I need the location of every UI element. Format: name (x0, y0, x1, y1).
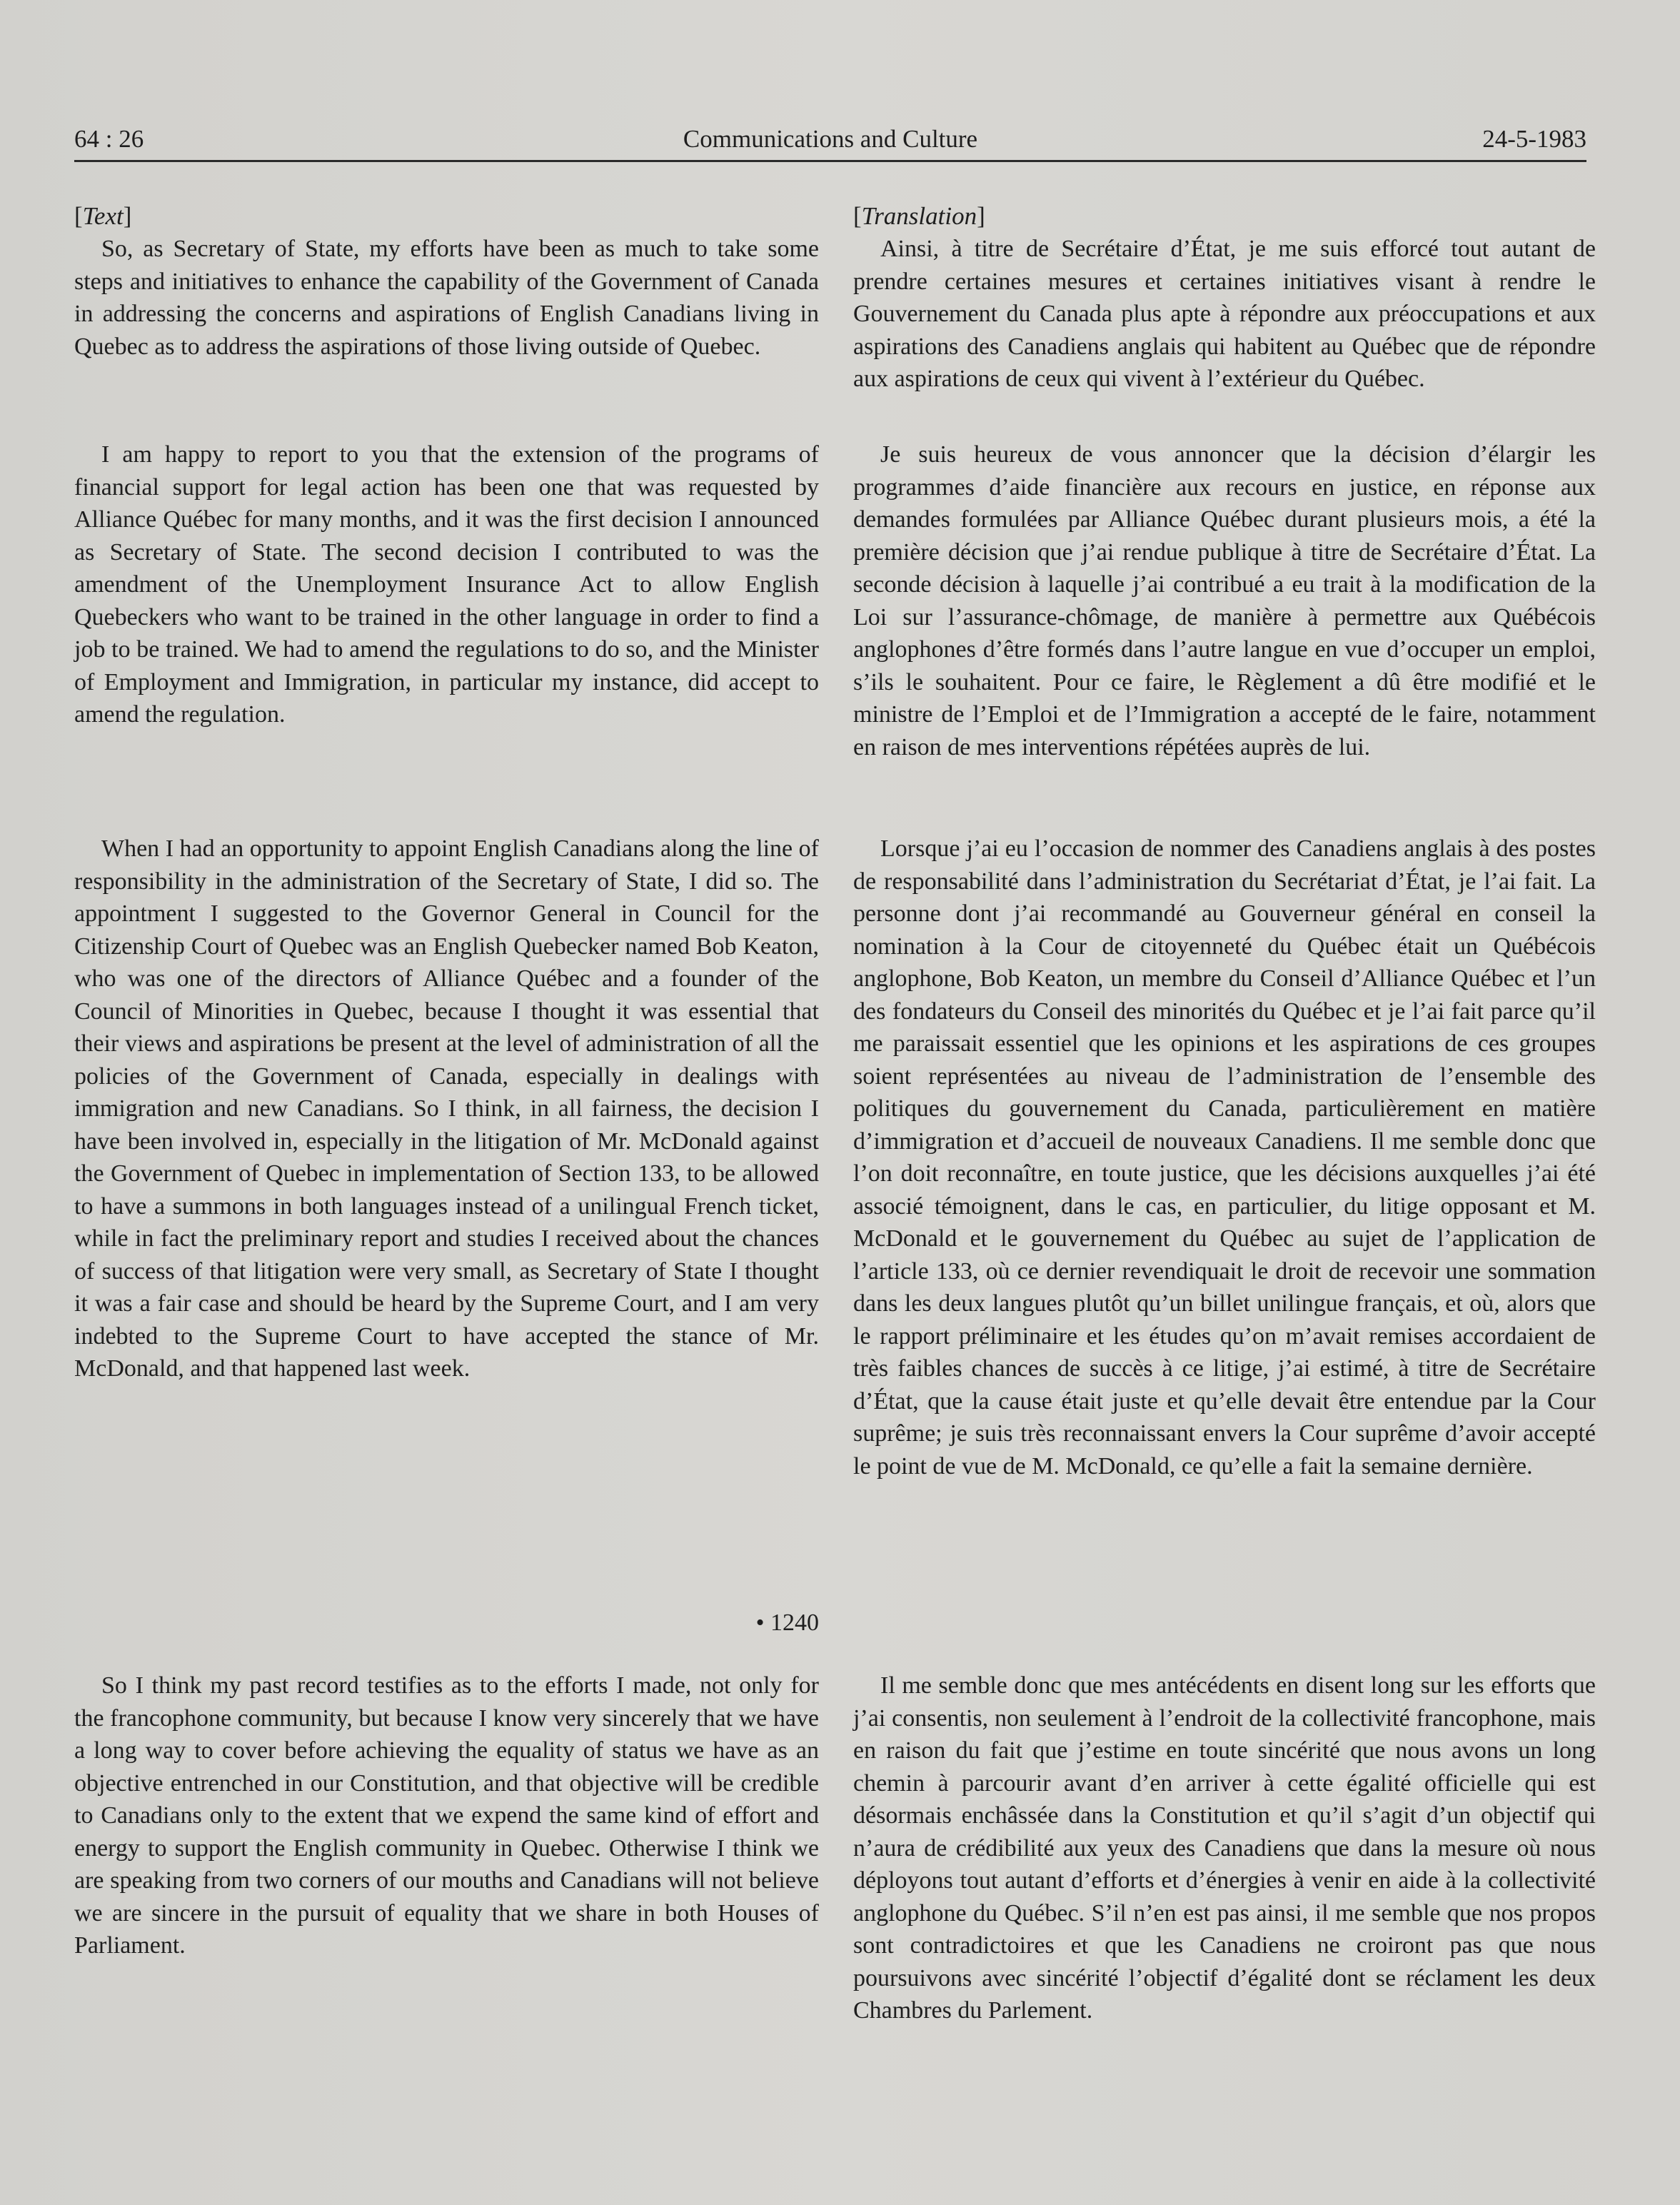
english-paragraph-1: So, as Secretary of State, my efforts have been as much to take some steps and initiatives to enhance the capability of the Government of Canada in addressing the concerns and aspirations of English Canadians living in Quebec as to address the aspirations of those living outside of Quebec. (74, 236, 819, 360)
header-rule (74, 160, 1586, 162)
time-marker: • 1240 (755, 1609, 819, 1636)
english-paragraph-2: I am happy to report to you that the extension of the programs of financial support for legal action has been one that was requested by Alliance Québec for many months, and it was the first decision I announced as Secretary of State. The second decision I contributed to was the amendment of the Unemployment Insurance Act to allow English Quebeckers who want to be trained in the other language in order to find a job to be trained. We had to amend the regulations to do so, and the Minister of Employment and Immigration, in particular my instance, did accept to amend the regulation. (74, 441, 819, 728)
text-label: [Text] (74, 202, 132, 230)
translation-label: [Translation] (853, 202, 985, 230)
english-paragraph-4: So I think my past record testifies as to the efforts I made, not only for the francophone community, but because I know very sincerely that we have a long way to cover before achieving the equality of status we have as an objective entrenched in our Constitution, and that objective will be credible to Canadians only to the extent that we expend the same kind of effort and energy to support the English community in Quebec. Otherwise I think we are speaking from two corners of our mouths and Canadians will not believe we are sincere in the pursuit of equality that we share in both Houses of Parliament. (74, 1672, 819, 1959)
meeting-date: 24-5-1983 (1482, 125, 1586, 153)
french-paragraph-2: Je suis heureux de vous annoncer que la décision d’élargir les programmes d’aide financière aux recours en justice, en réponse aux demandes formulées par Alliance Québec durant plusieurs mois, a été la première décision que j’ai rendue publique à titre de Secrétaire d’État. La seconde décision à laquelle j’ai contribué a eu trait à la modification de la Loi sur l’assurance-chômage, de manière à permettre aux Québécois anglophones d’être formés dans l’autre langue en vue d’occuper un emploi, s’ils le souhaitent. Pour ce faire, le Règlement a dû être modifié et le ministre de l’Emploi et de l’Immigration a accepté de le faire, notamment en raison de mes interventions répétées auprès de lui. (853, 441, 1596, 760)
french-paragraph-4: Il me semble donc que mes antécédents en disent long sur les efforts que j’ai consentis, non seulement à l’endroit de la collectivité francophone, mais en raison du fait que j’estime en toute sincérité que nous avons un long chemin à parcourir avant d’en arriver à cette égalité officielle qui est désormais enchâssée dans la Constitution et qu’il s’agit d’un objectif qui n’aura de crédibilité aux yeux des Canadiens que dans la mesure où nous déployons tout autant d’efforts et d’énergies à venir en aide à la collectivité anglophone du Québec. S’il n’en est pas ainsi, il me semble que nos propos sont contradictoires et que les Canadiens ne croiront pas que nous poursuivons avec sincérité l’objectif d’égalité dont se réclament les deux Chambres du Parlement. (853, 1672, 1596, 2024)
page-folio: 64 : 26 (74, 125, 144, 153)
french-paragraph-3: Lorsque j’ai eu l’occasion de nommer des Canadiens anglais à des postes de responsabilité dans l’administration du Secrétariat d’État, je l’ai fait. La personne dont j’ai recommandé au Gouverneur général en conseil la nomination à la Cour de citoyenneté du Québec était un Québécois anglophone, Bob Keaton, un membre du Conseil d’Alliance Québec et l’un des fondateurs du Conseil des minorités du Québec et je l’ai fait parce qu’il me paraissait essentiel que les opinions et les aspirations de ces groupes soient représentées au niveau de l’administration de l’ensemble des politiques du gouvernement du Canada, particulièrement en matière d’immigration et d’accueil de nouveaux Canadiens. Il me semble donc que l’on doit reconnaître, en toute justice, que les décisions auxquelles j’ai été associé témoignent, dans le cas, en particulier, du litige opposant et M. McDonald et le gouvernement du Québec au sujet de l’application de l’article 133, où ce dernier revendiquait le droit de recevoir une sommation dans les deux langues plutôt qu’un billet unilingue français, et où, alors que le rapport préliminaire et les études qu’on m’avait remises accordaient de très faibles chances de succès à ce litige, j’ai estimé, à titre de Secrétaire d’État, que la cause était juste et qu’elle devait être entendue par la Cour suprême; je suis très reconnaissant envers la Cour suprême d’avoir accepté le point de vue de M. McDonald, ce qu’elle a fait la semaine dernière. (853, 835, 1596, 1480)
committee-title: Communications and Culture (683, 125, 978, 153)
french-paragraph-1: Ainsi, à titre de Secrétaire d’État, je me suis efforcé tout autant de prendre certaines mesures et certaines initiatives visant à rendre le Gouvernement du Canada plus apte à répondre aux préoccupations et aux aspirations des Canadiens anglais qui habitent au Québec que de répondre aux aspirations de ceux qui vivent à l’extérieur du Québec. (853, 236, 1596, 392)
running-head (74, 121, 1586, 157)
english-paragraph-3: When I had an opportunity to appoint English Canadians along the line of responsibility in the administration of the Secretary of State, I did so. The appointment I suggested to the Governor General in Council for the Citizenship Court of Quebec was an English Quebecker named Bob Keaton, who was one of the directors of Alliance Québec and a founder of the Council of Minorities in Quebec, because I thought it was essential that their views and aspirations be present at the level of administration of all the policies of the Government of Canada, especially in dealings with immigration and new Canadians. So I think, in all fairness, the decision I have been involved in, especially in the litigation of Mr. McDonald against the Government of Quebec in implementation of Section 133, to be allowed to have a summons in both languages instead of a unilingual French ticket, while in fact the preliminary report and studies I received about the chances of success of that litigation were very small, as Secretary of State I thought it was a fair case and should be heard by the Supreme Court, and I am very indebted to the Supreme Court to have accepted the stance of Mr. McDonald, and that happened last week. (74, 835, 819, 1382)
